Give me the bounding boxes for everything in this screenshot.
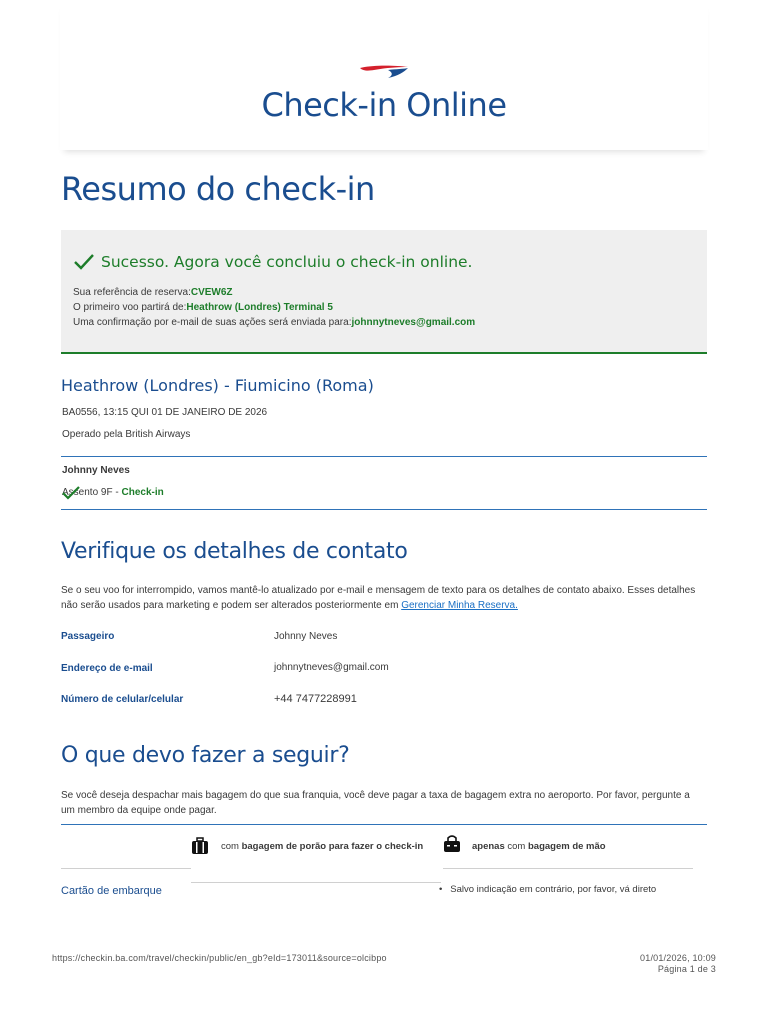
list-item: • Salvo indicação em contrário, por favor, vá direto — [439, 884, 657, 895]
footer-meta — [640, 953, 716, 975]
flight-route: Heathrow (Londres) - Fiumicino (Roma) — [61, 376, 374, 395]
checkmark-icon — [73, 252, 95, 272]
first-flight-value: Heathrow (Londres) Terminal 5 — [186, 302, 333, 313]
flight-details: BA0556, 13:15 QUI 01 DE JANEIRO DE 2026 — [62, 407, 268, 418]
booking-reference-value: CVEW6Z — [190, 287, 233, 298]
contact-label-passenger: Passageiro — [61, 631, 115, 642]
page-number: Página 1 de 3 — [657, 964, 716, 974]
booking-reference: Sua referência de reserva:CVEW6Z — [73, 287, 233, 298]
contact-intro: Se o seu voo for interrompido, vamos mantê-lo atualizado por e-mail e mensagem de texto para os detalhes de contato abaixo. Esses detalhes não serão usados para marketing e podem ser alterados posteriormente em Gerenciar Minha Reserva. — [61, 585, 696, 611]
success-banner — [61, 230, 707, 354]
hand-bag-column-header: apenas com bagagem de mão — [472, 841, 606, 852]
success-heading — [73, 252, 473, 272]
next-steps-intro: Se você deseja despachar mais bagagem do que sua franquia, você deve pagar a taxa de bagagem extra no aeroporto. Por favor, pergunte a um membro da equipe onde pagar. — [61, 790, 690, 816]
page-header — [60, 0, 708, 150]
seat-status: Assento 9F - Check-in — [62, 487, 164, 498]
first-flight: O primeiro voo partirá de:Heathrow (Londres) Terminal 5 — [73, 302, 333, 313]
divider — [191, 882, 441, 883]
next-steps-title: O que devo fazer a seguir? — [61, 743, 350, 768]
passenger-name: Johnny Neves — [62, 465, 130, 476]
divider — [443, 868, 693, 869]
divider — [61, 509, 707, 510]
email-confirmation-value: johnnytneves@gmail.com — [351, 317, 476, 328]
checkin-status: Check-in — [121, 487, 164, 498]
app-title: Check-in Online — [261, 86, 507, 124]
boarding-pass-label: Cartão de embarque — [61, 885, 162, 897]
divider — [61, 868, 191, 869]
page-title: Resumo do check-in — [61, 170, 375, 208]
footer-url: https://checkin.ba.com/travel/checkin/public/en_gb?eId=173011&source=olcibpo — [52, 953, 387, 963]
divider — [61, 824, 707, 825]
contact-value-email: johnnytneves@gmail.com — [274, 662, 389, 673]
success-message: Sucesso. Agora você concluiu o check-in online. — [101, 253, 473, 271]
checked-bag-column-header: com bagagem de porão para fazer o check-in — [221, 841, 424, 852]
hand-luggage-icon — [443, 835, 461, 853]
divider — [61, 456, 707, 457]
contact-value-phone: +44 7477228991 — [274, 693, 357, 705]
british-airways-logo — [358, 64, 410, 80]
flight-operator: Operado pela British Airways — [62, 429, 191, 440]
footer-datetime: 01/01/2026, 10:09 — [640, 953, 716, 963]
checkmark-icon — [61, 485, 81, 501]
contact-section-title: Verifique os detalhes de contato — [61, 539, 408, 564]
manage-booking-link[interactable]: Gerenciar Minha Reserva. — [401, 600, 518, 611]
contact-label-phone: Número de celular/celular — [61, 694, 184, 705]
email-confirmation: Uma confirmação por e-mail de suas ações será enviada para:johnnytneves@gmail.com — [73, 317, 476, 328]
contact-value-passenger: Johnny Neves — [274, 631, 338, 642]
contact-label-email: Endereço de e-mail — [61, 663, 153, 674]
